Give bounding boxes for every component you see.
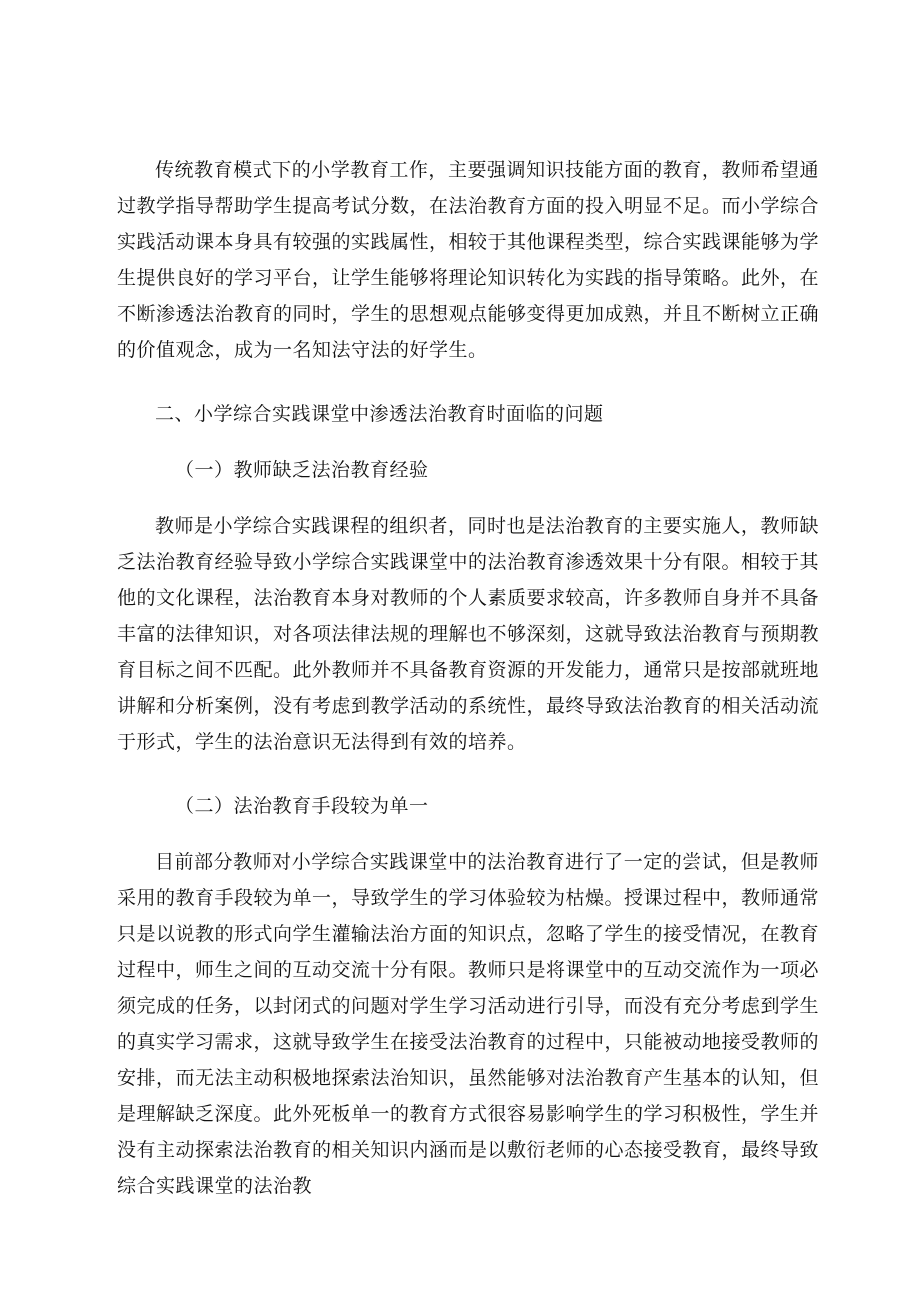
paragraph-teacher-experience: 教师是小学综合实践课程的组织者，同时也是法治教育的主要实施人，教师缺乏法治教育经验导致小学综合实践课堂中的法治教育渗透效果十分有限。相较于其他的文化课程，法治教育本身对教师的个人素质要求较高，许多教师自身并不具备丰富的法律知识，对各项法律法规的理解也不够深刻，这就导致法治教育与预期教育目标之间不匹配。此外教师并不具备教育资源的开发能力，通常只是按部就班地讲解和分析案例，没有考虑到教学活动的系统性，最终导致法治教育的相关活动流于形式，学生的法治意识无法得到有效的培养。 xyxy=(117,515,820,753)
spacer xyxy=(117,824,819,844)
paragraph-teaching-methods: 目前部分教师对小学综合实践课堂中的法治教育进行了一定的尝试，但是教师采用的教育手段较为单一，导致学生的学习体验较为枯燥。授课过程中，教师通常只是以说教的形式向学生灌输法治方面的知识点，忽略了学生的接受情况，在教育过程中，师生之间的互动交流十分有限。教师只是将课堂中的互动交流作为一项必须完成的任务，以封闭式的问题对学生学习活动进行引导，而没有充分考虑到学生的真实学习需求，这就导致学生在接受法治教育的过程中，只能被动地接受教师的安排，而无法主动积极地探索法治知识，虽然能够对法治教育产生基本的认知，但是理解缺乏深度。此外死板单一的教育方式很容易影响学生的学习积极性，学生并没有主动探索法治教育的相关知识内涵而是以敷衍老师的心态接受教育，最终导致综合实践课堂的法治教 xyxy=(117,851,820,1197)
spacer xyxy=(117,760,819,788)
spacer xyxy=(117,432,819,452)
subsection-heading-1: （一）教师缺乏法治教育经验 xyxy=(175,459,429,481)
paragraph-intro: 传统教育模式下的小学教育工作，主要强调知识技能方面的教育，教师希望通过教学指导帮助学生提高考试分数，在法治教育方面的投入明显不足。而小学综合实践活动课本身具有较强的实践属性，相较于其他课程类型，综合实践课能够为学生提供良好的学习平台，让学生能够将理论知识转化为实践的指导策略。此外，在不断渗透法治教育的同时，学生的思想观点能够变得更加成熟，并且不断树立正确的价值观念，成为一名知法守法的好学生。 xyxy=(117,159,820,361)
section-heading-2: 二、小学综合实践课堂中渗透法治教育时面临的问题 xyxy=(155,403,604,425)
spacer xyxy=(117,488,819,508)
subsection-heading-2: （二）法治教育手段较为单一 xyxy=(175,795,429,817)
document-body xyxy=(117,152,819,1204)
spacer xyxy=(117,368,819,396)
